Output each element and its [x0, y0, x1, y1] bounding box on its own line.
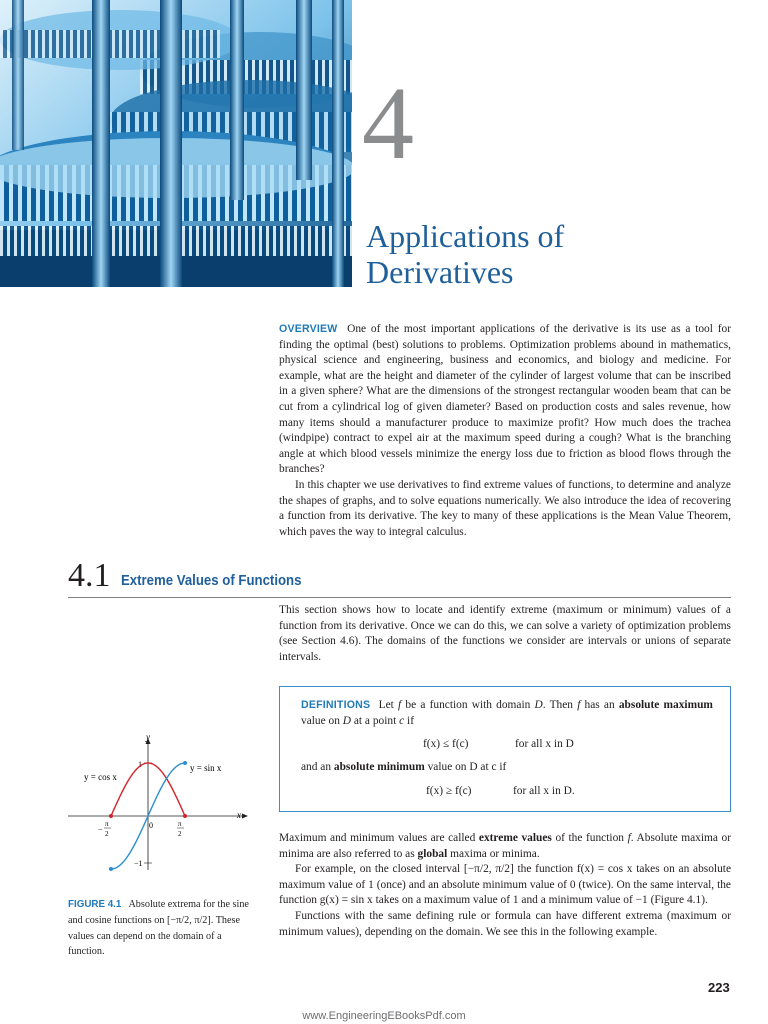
tick-label-neg-pi-over-2 [98, 820, 111, 838]
sin-curve-label: y = sin x [190, 763, 222, 773]
svg-text:2: 2 [105, 830, 109, 838]
definitions-label: DEFINITIONS [301, 699, 371, 711]
svg-text:−: − [98, 825, 103, 834]
overview-paragraph-1 [279, 322, 731, 478]
y-axis-label: y [146, 732, 150, 742]
gears-illustration [0, 0, 352, 287]
absolute-maximum-term: absolute maximum [618, 699, 713, 711]
extreme-values-text [279, 831, 731, 940]
tick-label-one: 1 [138, 760, 142, 769]
definition-equation-2: f(x) ≥ f(c) [426, 785, 472, 797]
extreme-paragraph-3: Functions with the same defining rule or formula can have different extrema (maximum or minimum values), depending on the domain. We see this in the following example. [279, 909, 731, 938]
section-intro: This section shows how to locate and identify extreme (maximum or minimum) values of a function from its derivative. Once we can do this, we can solve a variety of optimization problems (see Section 4.6). The domains of the functions we consider are intervals or unions of separate intervals. [279, 604, 731, 663]
x-axis-label: x [237, 810, 241, 820]
definition-equation-2-condition: for all x in D. [513, 785, 575, 797]
sin-curve-start-point [109, 867, 113, 871]
definition-minimum-text: and an absolute minimum value on D at c if [301, 761, 507, 773]
sin-cos-graph [64, 732, 264, 872]
chapter-number: 4 [362, 66, 414, 181]
overview-text-1: One of the most important applications of the derivative is its use as a tool for finding the optimal (best) solutions to problems. Optimization problems abound in mathematics, physical science and engineering, business and economics, and biology and medicine. For example, what are the height and diameter of the cylinder of largest volume that can be inscribed in a given sphere? What are the dimensions of the strongest rectangular wooden beam that can be cut from a cylindrical log of given diameter? Based on production costs and sales revenue, how many items should a manufacturer produce to maximize profit? How much does the trachea (windpipe) contract to expel air at the maximum speed during a cough? What is the branching angle at which blood vessels minimize the energy loss due to friction as blood flows through the branches? [279, 323, 731, 476]
tick-label-neg-one: −1 [134, 859, 143, 868]
extreme-paragraph-1: Maximum and minimum values are called extreme values of the function f. Absolute maxima or minima are also referred to as global maxima or minima. [279, 832, 731, 860]
section-number: 4.1 [68, 557, 111, 594]
cos-curve-label: y = cos x [84, 772, 117, 782]
cos-curve-start-point [109, 814, 113, 818]
figure-caption-text: Absolute extrema for the sine and cosine functions on [−π/2, π/2]. These values can depend on the domain of a function. [68, 899, 249, 958]
svg-text:π: π [178, 820, 182, 828]
chapter-title [366, 218, 666, 290]
footer-url: www.EngineeringEBooksPdf.com [302, 1010, 466, 1022]
overview-label: OVERVIEW [279, 323, 338, 335]
svg-text:π: π [105, 820, 109, 828]
section-title: Extreme Values of Functions [121, 572, 302, 589]
tick-label-pi-over-2 [177, 820, 184, 838]
sin-curve-end-point [183, 761, 187, 765]
page-number: 223 [708, 980, 730, 995]
x-axis-arrow [242, 814, 248, 819]
overview-paragraph-2: In this chapter we use derivatives to find extreme values of functions, to determine and analyze the shapes of graphs, and to solve equations numerically. We also introduce the idea of recovering a function from its derivative. The key to many of these applications is the Mean Value Theorem, which paves the way to integral calculus. [279, 478, 731, 538]
definition-equation-1: f(x) ≤ f(c) [423, 738, 469, 750]
figure-caption [68, 897, 256, 960]
definitions-text: DEFINITIONS Let f be a function with domain D. Then f has an absolute maximum value on D at a point c if [301, 699, 713, 727]
figure-caption-label: FIGURE 4.1 [68, 899, 122, 910]
cos-curve-end-point [183, 814, 187, 818]
chapter-header-image [0, 0, 352, 287]
chapter-title-line1: Applications of [366, 218, 565, 254]
definition-equation-1-condition: for all x in D [515, 738, 574, 750]
tick-label-zero: 0 [149, 821, 153, 830]
absolute-minimum-term: absolute minimum [333, 761, 425, 773]
overview-section [279, 322, 731, 540]
chapter-title-line2: Derivatives [366, 254, 514, 290]
figure-4-1 [64, 732, 264, 872]
svg-text:2: 2 [178, 830, 182, 838]
extreme-paragraph-2: For example, on the closed interval [−π/2, π/2] the function f(x) = cos x takes on an absolute maximum value of 1 (once) and an absolute minimum value of 0 (twice). On the same interval, the function g(x) = sin x takes on a maximum value of 1 and a minimum value of −1 (Figure 4.1). [279, 863, 731, 907]
section-rule [68, 597, 731, 598]
